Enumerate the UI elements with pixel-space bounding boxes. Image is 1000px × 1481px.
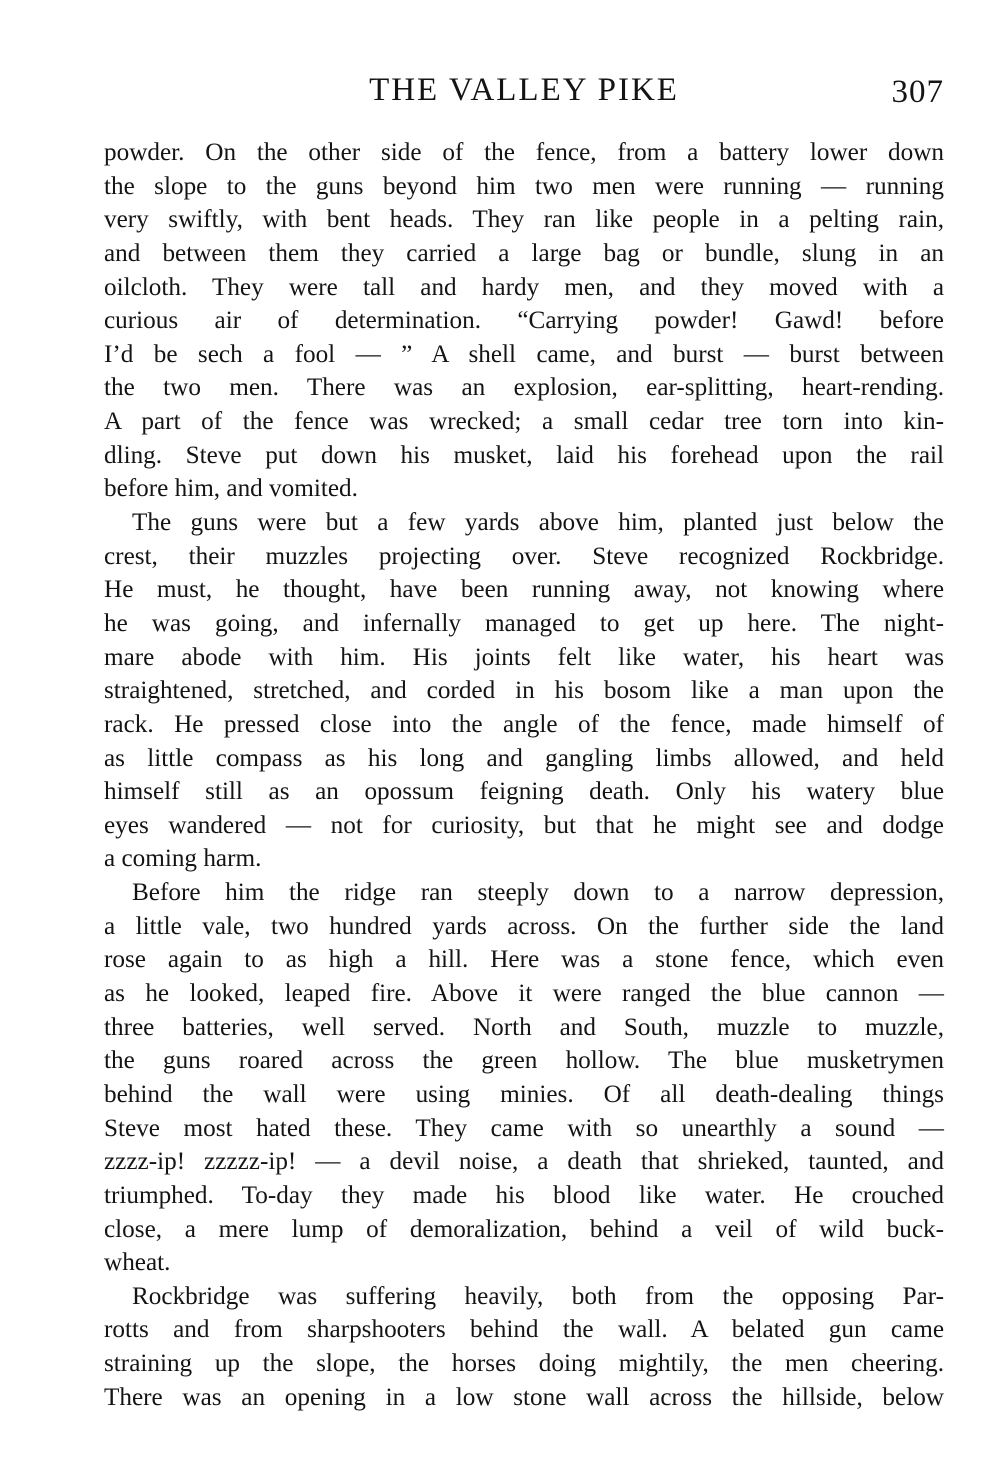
text-line: close, a mere lump of demoralization, behind a veil of wild buck-	[104, 1215, 944, 1243]
text-line: powder. On the other side of the fence, from a battery lower down	[104, 139, 944, 166]
text-line: A part of the fence was wrecked; a small cedar tree torn into kin-	[104, 408, 944, 436]
text-line: Rockbridge was suffering heavily, both from the opposing Par-	[132, 1282, 944, 1310]
running-title: THE VALLEY PIKE	[369, 72, 679, 108]
text-line: dling. Steve put down his musket, laid his forehead upon the rail	[104, 441, 944, 469]
text-line: before him, and vomited.	[104, 475, 358, 503]
text-line: the slope to the guns beyond him two men were running — running	[104, 172, 944, 200]
paragraph-2	[104, 506, 944, 876]
paragraph-1	[104, 136, 944, 506]
text-line: crest, their muzzles projecting over. Steve recognized Rockbridge.	[104, 542, 944, 570]
text-line: There was an opening in a low stone wall across the hillside, below	[104, 1383, 944, 1411]
paragraph-4	[104, 1280, 944, 1415]
text-line: as little compass as his long and gangling limbs allowed, and held	[104, 744, 944, 772]
text-line: wheat.	[104, 1249, 171, 1277]
text-line: he was going, and infernally managed to get up here. The night-	[104, 609, 944, 637]
text-line: The guns were but a few yards above him, planted just below the	[132, 509, 944, 537]
text-line: as he looked, leaped fire. Above it were ranged the blue cannon —	[104, 980, 944, 1008]
text-line: straining up the slope, the horses doing mightily, the men cheering.	[104, 1350, 944, 1378]
text-line: mare abode with him. His joints felt like water, his heart was	[104, 643, 944, 671]
text-line: rotts and from sharpshooters behind the wall. A belated gun came	[104, 1316, 944, 1344]
text-line: straightened, stretched, and corded in his bosom like a man upon the	[104, 677, 944, 705]
text-line: He must, he thought, have been running away, not knowing where	[104, 576, 944, 604]
text-line: a coming harm.	[104, 845, 262, 873]
body-text	[104, 136, 944, 1414]
text-line: himself still as an opossum feigning death. Only his watery blue	[104, 778, 944, 806]
text-line: a little vale, two hundred yards across. On the further side the land	[104, 912, 944, 940]
text-line: rose again to as high a hill. Here was a stone fence, which even	[104, 946, 944, 974]
text-line: and between them they carried a large bag or bundle, slung in an	[104, 239, 944, 267]
text-line: eyes wandered — not for curiosity, but that he might see and dodge	[104, 811, 944, 839]
text-line: zzzz-ip! zzzzz-ip! — a devil noise, a death that shrieked, taunted, and	[104, 1148, 944, 1176]
text-line: the two men. There was an explosion, ear-splitting, heart-rending.	[104, 374, 944, 402]
text-line: Steve most hated these. They came with so unearthly a sound —	[104, 1114, 944, 1142]
text-line: Before him the ridge ran steeply down to a narrow depression,	[132, 879, 944, 907]
text-line: behind the wall were using minies. Of all death-dealing things	[104, 1080, 944, 1108]
text-line: rack. He pressed close into the angle of the fence, made himself of	[104, 710, 944, 738]
text-line: I’d be sech a fool — ” A shell came, and burst — burst between	[104, 340, 944, 368]
text-line: three batteries, well served. North and South, muzzle to muzzle,	[104, 1013, 944, 1041]
text-line: the guns roared across the green hollow. The blue musketrymen	[104, 1047, 944, 1075]
text-line: curious air of determination. “Carrying powder! Gawd! before	[104, 307, 944, 335]
text-line: triumphed. To-day they made his blood like water. He crouched	[104, 1181, 944, 1209]
text-line: very swiftly, with bent heads. They ran like people in a pelting rain,	[104, 206, 944, 234]
page-number: 307	[891, 74, 944, 110]
text-line: oilcloth. They were tall and hardy men, and they moved with a	[104, 273, 944, 301]
paragraph-3	[104, 876, 944, 1280]
running-head	[104, 70, 944, 114]
